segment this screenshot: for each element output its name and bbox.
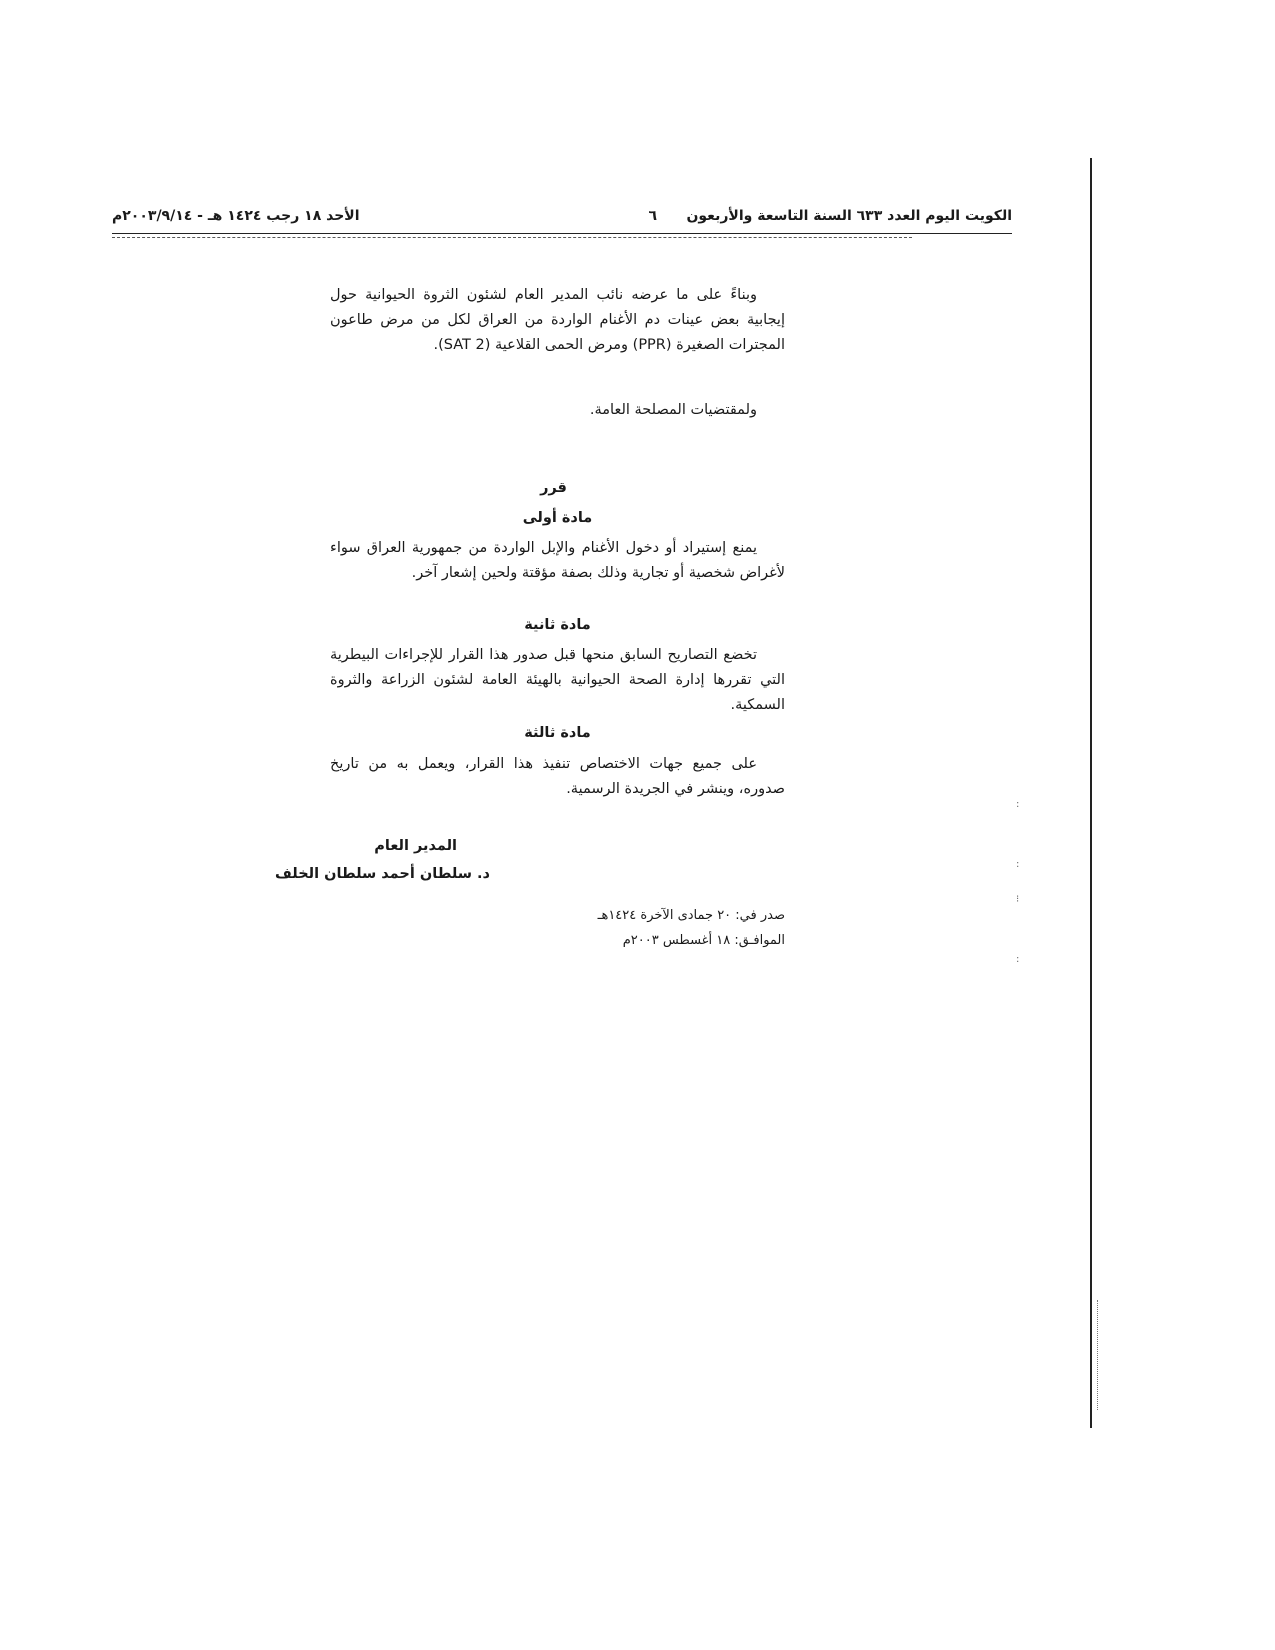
page-header (112, 208, 1012, 232)
intro-paragraph: وبناءً على ما عرضه نائب المدير العام لشئون الثروة الحيوانية حول إيجابية بعض عينات دم الأغنام الواردة من العراق لكل من مرض طاعون المجترات الصغيرة (PPR) ومرض الحمى القلاعية (SAT 2). (330, 287, 785, 353)
article-3-title: مادة ثالثة (524, 725, 591, 741)
signatory-title: المدير العام (374, 838, 457, 854)
article-1 (330, 536, 785, 586)
scan-mark: : (1016, 859, 1020, 870)
margin-rule-dotted (1097, 1300, 1098, 1410)
scan-mark: : (1016, 799, 1020, 810)
scan-mark: : (1016, 954, 1020, 965)
public-interest-block (330, 398, 785, 423)
header-rule (112, 233, 1012, 234)
margin-rule (1090, 158, 1092, 1428)
issue-date: الأحد ١٨ رجب ١٤٢٤ هـ - ٢٠٠٣/٩/١٤م (112, 208, 360, 224)
article-1-text: يمنع إستيراد أو دخول الأغنام والإبل الواردة من جمهورية العراق سواء لأغراض شخصية أو تجارية وذلك بصفة مؤقتة ولحين إشعار آخر. (330, 540, 785, 581)
article-2 (330, 643, 785, 718)
header-rule-dashed (112, 237, 912, 238)
article-2-title: مادة ثانية (524, 617, 591, 633)
decision-heading: قرر (540, 480, 567, 496)
article-2-text: تخضع التصاريح السابق منحها قبل صدور هذا القرار للإجراءات البيطرية التي تقررها إدارة الصحة الحيوانية بالهيئة العامة لشئون الزراعة والثروة السمكية. (330, 647, 785, 713)
publication-title: الكويت اليوم العدد ٦٣٣ السنة التاسعة والأربعون (686, 208, 1012, 224)
scan-mark: ⁝ (1016, 894, 1020, 905)
article-3 (330, 752, 785, 802)
article-1-title: مادة أولى (522, 510, 593, 526)
issued-hijri-date: صدر في: ٢٠ جمادى الآخرة ١٤٢٤هـ (597, 908, 785, 923)
article-3-text: على جميع جهات الاختصاص تنفيذ هذا القرار، ويعمل به من تاريخ صدوره، وينشر في الجريدة الرسمية. (330, 756, 785, 797)
signatory-name: د. سلطان أحمد سلطان الخلف (275, 866, 490, 882)
page-number: ٦ (648, 208, 657, 224)
issued-gregorian-date: الموافـق: ١٨ أغسطس ٢٠٠٣م (622, 933, 785, 948)
intro-block (330, 283, 785, 358)
public-interest-line: ولمقتضيات المصلحة العامة. (589, 402, 757, 418)
